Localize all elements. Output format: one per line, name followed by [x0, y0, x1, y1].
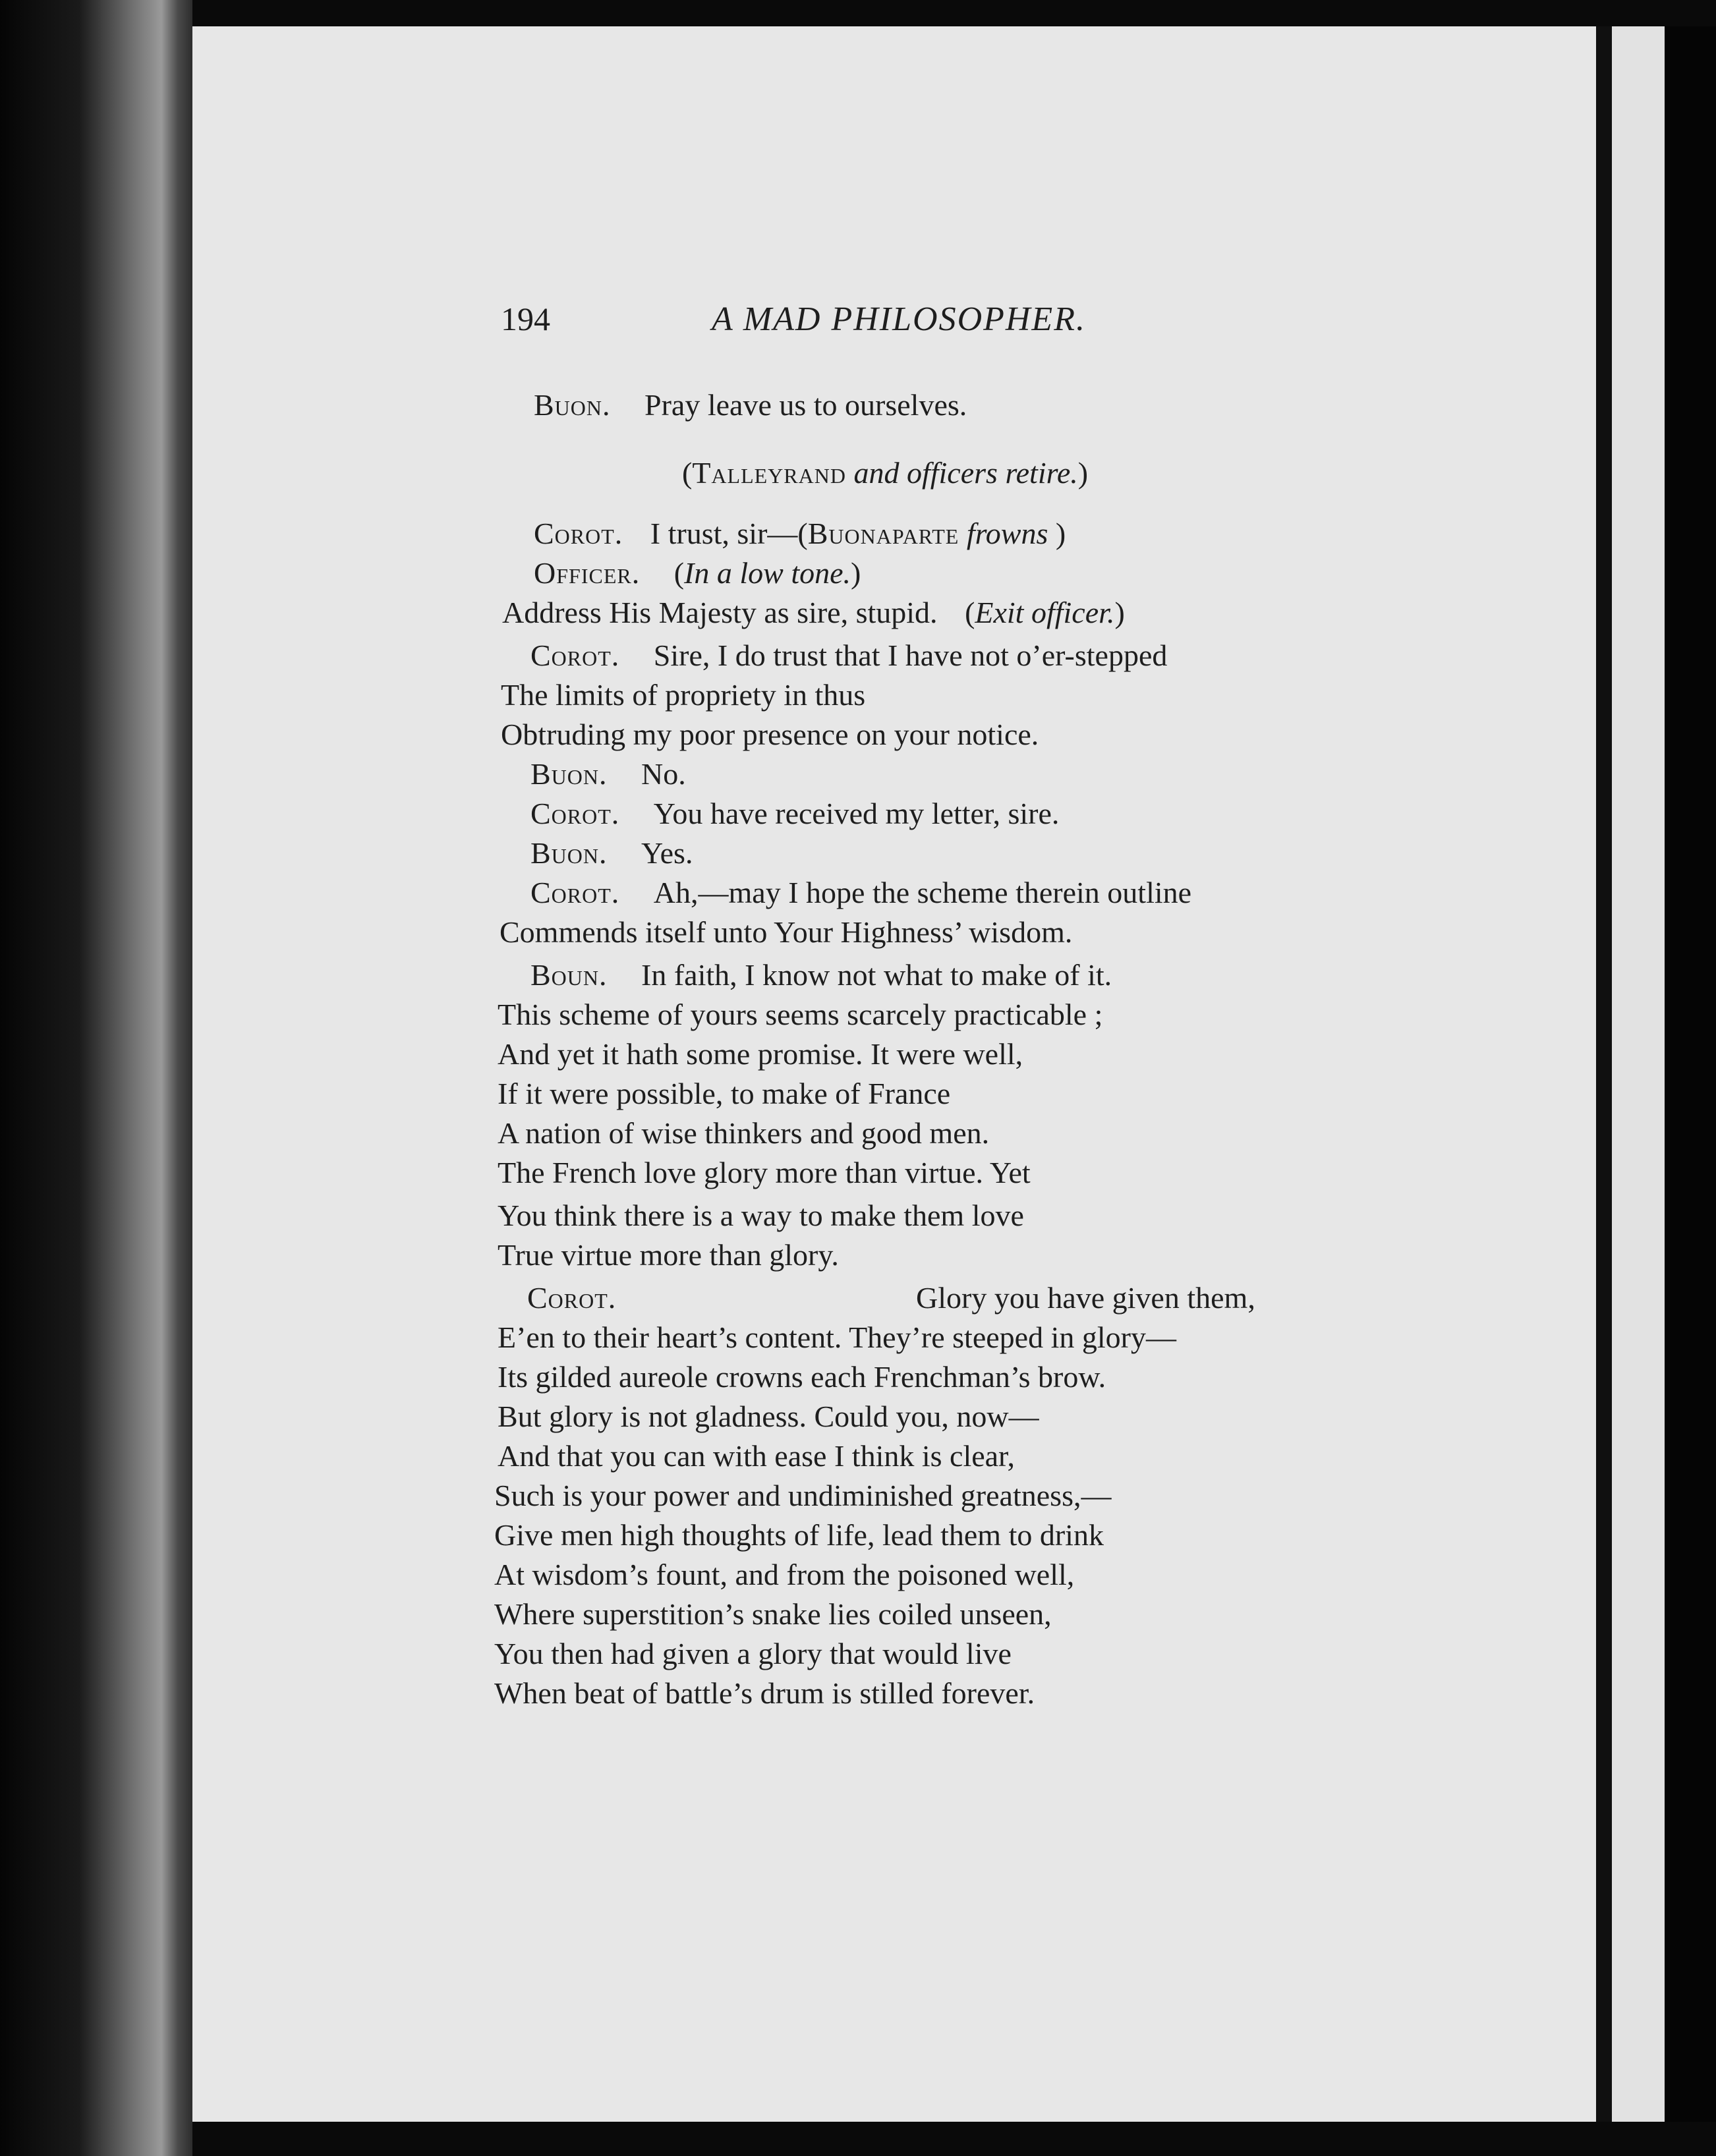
line-text: Obtruding my poor presence on your notice. [501, 718, 1039, 751]
running-header [501, 300, 1384, 353]
speaker-name: Corot. [530, 638, 620, 672]
line-text: Where superstition’s snake lies coiled unseen, [494, 1597, 1052, 1631]
line-text: Commends itself unto Your Highness’ wisdom. [500, 915, 1073, 949]
speaker-name: Corot. [530, 797, 620, 830]
text-line: Corot. I trust, sir—(Buonaparte frowns ) [534, 517, 1066, 550]
text-line [501, 675, 865, 715]
line-text: Ah,—may I hope the scheme therein outline [653, 876, 1192, 909]
text-line [498, 1114, 989, 1153]
line-text: The French love glory more than virtue. Yet [498, 1156, 1031, 1189]
speaker-name: Buon. [530, 757, 608, 791]
stage-text: In a low tone. [684, 556, 851, 590]
line-text: A nation of wise thinkers and good men. [498, 1116, 990, 1150]
line-text: This scheme of yours seems scarcely practicable ; [498, 998, 1103, 1031]
line-text: In faith, I know not what to make of it. [641, 958, 1112, 992]
line-text: Glory you have given them, [916, 1281, 1255, 1315]
speaker-name: Buon. [530, 836, 608, 870]
text-line: Address His Majesty as sire, stupid. (Exit officer.) [502, 596, 1125, 629]
speaker-name: Boun. [530, 958, 608, 992]
stage-text: Exit officer. [975, 596, 1115, 629]
line-text: When beat of battle’s drum is stilled forever. [494, 1676, 1035, 1710]
text-line [498, 1196, 1024, 1235]
speaker-name: Buon. [534, 388, 611, 422]
text-line [534, 385, 967, 425]
speaker-name: Corot. [534, 517, 623, 550]
text-line [530, 955, 1112, 995]
line-text: And that you can with ease I think is clear, [498, 1439, 1015, 1473]
text-line [494, 1674, 1035, 1713]
text-line: Officer. (In a low tone.) [534, 556, 861, 590]
line-text: You have received my letter, sire. [653, 797, 1060, 830]
text-line [500, 913, 1072, 952]
text-line [498, 1397, 1039, 1436]
line-text: You then had given a glory that would live [494, 1637, 1012, 1670]
page-number: 194 [501, 300, 550, 337]
text-line [530, 636, 1167, 675]
text-line [530, 834, 693, 873]
text-line [498, 1035, 1023, 1074]
speaker-name: Corot. [527, 1281, 617, 1315]
text-line [916, 1278, 1255, 1318]
text-line [494, 1634, 1012, 1674]
line-text: You think there is a way to make them love [498, 1199, 1024, 1232]
line-text: But glory is not gladness. Could you, now— [498, 1400, 1039, 1433]
stage-text: frowns [966, 517, 1048, 550]
line-text: Its gilded aureole crowns each Frenchman’s brow. [498, 1360, 1106, 1394]
text-line [498, 1153, 1031, 1193]
stage-direction: (Talleyrand and officers retire.) [682, 456, 1089, 490]
text-line [530, 754, 686, 794]
text-line [530, 873, 1191, 913]
line-text: Give men high thoughts of life, lead them to drink [494, 1518, 1104, 1552]
line-text: No. [641, 757, 686, 791]
text-line [494, 1516, 1104, 1555]
line-text: Yes. [641, 836, 693, 870]
character-name: Talleyrand [692, 456, 846, 490]
line-text: Such is your power and undiminished greatness,— [494, 1479, 1112, 1512]
text-line [498, 995, 1102, 1035]
line-text: Pray leave us to ourselves. [644, 388, 967, 422]
text-line [498, 1074, 950, 1114]
line-text: The limits of propriety in thus [501, 678, 866, 712]
line-text: I trust, sir—( [650, 517, 808, 550]
line-text: At wisdom’s fount, and from the poisoned well, [494, 1558, 1075, 1591]
character-name: Buonaparte [807, 517, 959, 550]
text-line [530, 794, 1059, 834]
line-text: If it were possible, to make of France [498, 1077, 951, 1110]
text-line [501, 715, 1039, 754]
speaker-name: Corot. [530, 876, 620, 909]
line-text: Sire, I do trust that I have not o’er-stepped [653, 638, 1168, 672]
text-line [498, 1357, 1106, 1397]
speaker-name: Officer. [534, 556, 641, 590]
text-line [498, 1318, 1176, 1357]
text-line [494, 1476, 1111, 1516]
text-line [494, 1595, 1052, 1634]
line-text: Address His Majesty as sire, stupid. [502, 596, 938, 629]
line-text: E’en to their heart’s content. They’re steeped in glory— [498, 1320, 1176, 1354]
line-text: True virtue more than glory. [498, 1238, 839, 1272]
text-line [498, 1436, 1015, 1476]
line-text: And yet it hath some promise. It were well, [498, 1037, 1023, 1071]
text-line [498, 1235, 839, 1275]
running-title: A MAD PHILOSOPHER. [712, 300, 1086, 338]
speaker-line [527, 1278, 616, 1318]
text-line [494, 1555, 1074, 1595]
stage-text: and officers retire. [853, 456, 1078, 490]
